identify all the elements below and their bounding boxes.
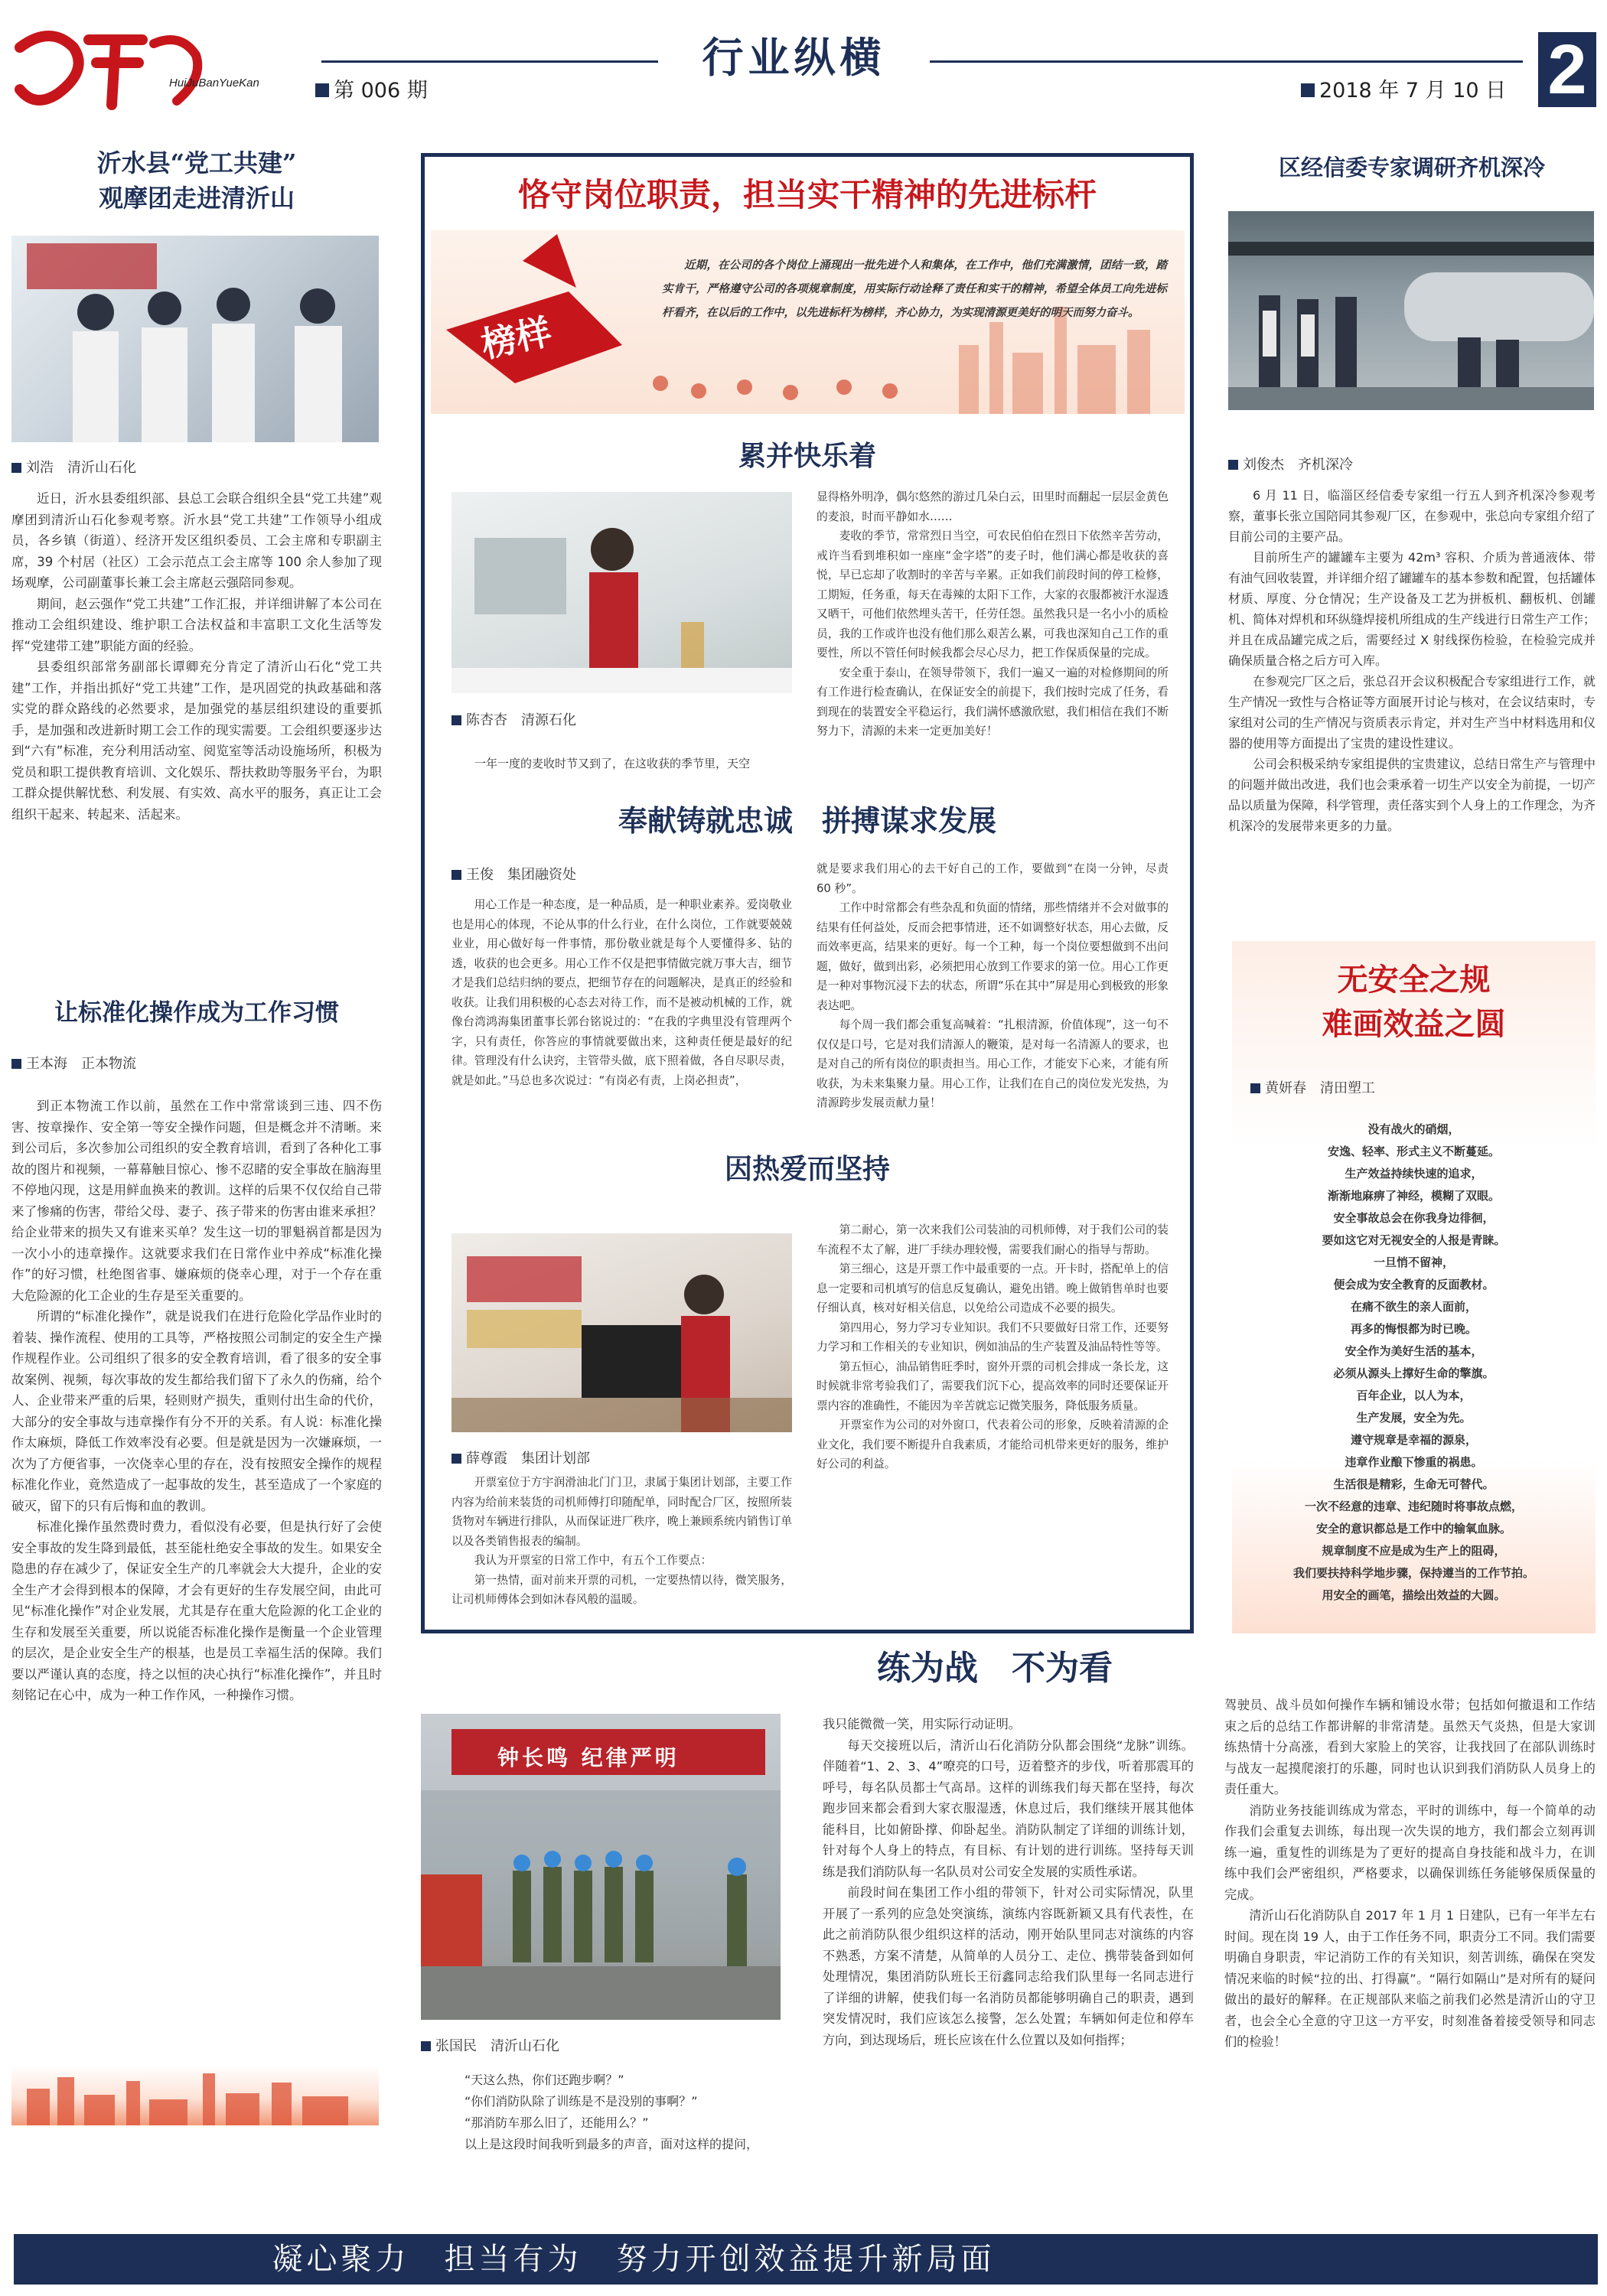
date-square-icon — [1301, 83, 1315, 97]
poem-line: 我们要扶持科学地步骤，保持遵当的工作节拍。 — [1292, 1566, 1534, 1580]
section3-title: 因热爱而坚持 — [724, 1153, 890, 1185]
byline — [1250, 1077, 1375, 1097]
section2-body-right — [817, 859, 1169, 1113]
byline — [11, 1053, 136, 1073]
logo-graphic — [5, 17, 311, 116]
feature-title: 恪守岗位职责，担当实干精神的先进标杆 — [517, 176, 1097, 213]
page-number-box — [1538, 32, 1596, 107]
byline-square-icon — [451, 870, 461, 880]
fire-article-title: 练为战 不为看 — [877, 1649, 1113, 1688]
paragraph: 第三细心，这是开票工作中最重要的一点。开卡时，搭配单上的信息一定要和司机填写的信息反复确认，避免出错。晚上做销售单时也要仔细认真，核对好相关信息，以免给公司造成不必要的损失。 — [817, 1262, 1169, 1314]
paragraph: 用心工作是一种态度，是一种品质，是一种职业素养。爱岗敬业也是用心的体现，不论从事的什么行业，在什么岗位，工作就要兢兢业业，用心做好每一件事情，那份敬业就是每个人要懂得多、钻的透，收获的也会更多。用心工作不仅是把事情做完就万事大吉，细节才是我们总结归纳的要点，把细节存在的问题解决，是真正的经验和收获。让我们用积极的心态去对待工作，而不是被动机械的工作，就像台湾鸿海集团董事长郭台铭说过的：“在我的字典里没有管理两个字，只有责任，你答应的事情就要做出来，这种责任便是最好的纪律。管理没有什么诀窍，主管带头做，底下照着做，各自尽职尽责，就是如此。”马总也多次说过：“有岗必有责，上岗必担责”， — [451, 898, 792, 1087]
issue-date: 2018 年 7 月 10 日 — [1319, 79, 1507, 103]
decor-city-strip — [11, 2066, 379, 2125]
paragraph: 我只能微微一笑，用实际行动证明。 — [823, 1717, 1021, 1731]
logo-text — [5, 17, 311, 18]
issue-label — [315, 73, 428, 103]
paragraph: 公司会积极采纳专家组提供的宝贵建议，总结日常生产与管理中的问题并做出改进，我们也会秉承着一切生产以安全为前提，一切产品以质量为保障，科学管理，责任落实到个人身上的工作理念，为齐机深冷的发展带来更多的力量。 — [1228, 757, 1596, 833]
byline-text: 薛尊霞 集团计划部 — [466, 1451, 590, 1467]
byline-square-icon — [451, 1454, 461, 1464]
byline-text: 陈杏杏 清源石化 — [466, 712, 576, 728]
byline — [421, 2035, 559, 2055]
byline — [11, 457, 136, 477]
poem-line: 必须从源头上撑好生命的擎旗。 — [1333, 1366, 1495, 1380]
paragraph: 标准化操作虽然费时费力，看似没有必要，但是执行好了会使安全事故的发生降到最低，甚至能杜绝安全事故的发生。如果安全隐患的存在减少了，保证安全生产的几率就会大大提升，企业的安全生产才会得到根本的保障，才会有更好的生存发展空间，由此可见“标准化操作”对企业发展，尤其是存在重大危险源的化工企业的生存和发展至关重要，所以说能否标准化操作是衡量一个企业管理的层次，是企业安全生产的根基，也是员工幸福生活的保障。我们要以严谨认真的态度，持之以恒的决心执行“标准化操作”，并且时刻铭记在心中，成为一种工作作风，一种操作习惯。 — [11, 1519, 382, 1702]
poem-line: 没有战火的硝烟， — [1367, 1122, 1460, 1136]
paragraph: 显得格外明净，偶尔悠然的游过几朵白云，田里时而翻起一层层金黄色的麦浪，时而平静如水…… — [817, 490, 1169, 523]
feature-banner — [431, 230, 1185, 414]
poem-line: 生活很是精彩，生命无可替代。 — [1333, 1477, 1495, 1491]
paragraph: 安全重于泰山，在领导带领下，我们一遍又一遍的对检修期间的所有工作进行检查确认，在保证安全的前提下，我们按时完成了任务，看到现在的装置安全平稳运行，我们满怀感激欣慰，我们相信在我们不断努力下，清源的未来一定更加美好！ — [817, 666, 1169, 738]
byline-text: 王本海 正本物流 — [26, 1056, 136, 1072]
byline-text: 刘浩 清沂山石化 — [26, 460, 136, 476]
poem-line: 规章制度不应是成为生产上的阻碍， — [1322, 1544, 1506, 1558]
byline — [451, 864, 576, 884]
byline-square-icon — [11, 463, 21, 473]
section1-title: 累并快乐着 — [738, 440, 876, 472]
paragraph: 6 月 11 日，临淄区经信委专家组一行五人到齐机深冷参观考察，董事长张立国陪同其参观厂区，在参观中，张总向专家组介绍了目前公司的主要产品。 — [1228, 488, 1596, 544]
paragraph: “天这么热，你们还跑步啊？” — [464, 2073, 624, 2087]
paragraph: 以上是这段时间我听到最多的声音，面对这样的提问， — [464, 2137, 759, 2151]
section-title: 行业纵横 — [702, 33, 886, 82]
poem-line: 再多的悔恨都为时已晚。 — [1350, 1322, 1477, 1336]
photo-office-graphic — [451, 1233, 792, 1432]
article-body — [1228, 485, 1596, 836]
article-standard-operation — [11, 995, 382, 2066]
paragraph: 每天交接班以后，清沂山石化消防分队都会围绕“龙脉”训练。伴随着“1、2、3、4”嘹亮的口号，迈着整齐的步伐，听着那震耳的呼号，每名队员都士气高昂。这样的训练我们每天都在坚持，每次跑步回来都会看到大家衣服湿透，休息过后，我们继续开展其他体能科目，比如俯卧撑、仰卧起坐。消防队制定了详细的训练计划，针对每个人身上的特点，有目标、有计划的进行训练。坚持每天训练是我们消防队每一名队员对公司安全发展的实质性承诺。 — [823, 1737, 1194, 1879]
byline-square-icon — [1228, 460, 1238, 470]
poem-line: 安全事故总会在你我身边徘徊， — [1333, 1211, 1495, 1225]
paragraph: 前段时间在集团工作小组的带领下，针对公司实际情况，队里开展了一系列的应急处突演练，演练内容既新颖又具有代表性，在此之前消防队很少组织这样的活动，刚开始队里同志对演练的内容不熟悉，方案不清楚，从简单的人员分工、走位、携带装备到如何处理情况，集团消防队班长王衍鑫同志给我们队里每一名同志进行了详细的讲解，使我们每一名消防员都能够明确自己的职责，遇到突发情况时，我们应该怎么接警，怎么处置；车辆如何走位和停车方向，到达现场后，班长应该在什么位置以及如何指挥； — [823, 1885, 1194, 2047]
photo-lab-graphic — [451, 492, 792, 693]
poem-line: 违章作业酿下惨重的祸患。 — [1345, 1455, 1483, 1469]
photo-officials-graphic — [11, 236, 379, 442]
fire-body-col3 — [1224, 1695, 1596, 2053]
byline-square-icon — [1250, 1083, 1260, 1093]
byline — [451, 709, 576, 729]
article-title-line2: 观摩团走进清沂山 — [98, 184, 295, 213]
masthead — [0, 0, 1607, 138]
issue-square-icon — [315, 83, 329, 97]
article-body — [11, 1096, 382, 1706]
photo-fire-brigade — [421, 1714, 781, 2020]
section3-body-right — [817, 1220, 1169, 1474]
poem-title-line2: 难画效益之圆 — [1322, 1006, 1506, 1042]
byline — [451, 1448, 590, 1467]
feature-intro: 近期，在公司的各个岗位上涌现出一批先进个人和集体，在工作中，他们充满激情，团结一致，踏实肯干，严格遵守公司的各项规章制度，用实际行动诠释了责任和实干的精神，希望全体员工向先进标杆看齐，在以后的工作中，以先进标杆为榜样，齐心协力，为实现清源更美好的明天而努力奋斗。 — [662, 259, 1167, 319]
poem-line: 安全作为美好生活的基本， — [1345, 1344, 1483, 1358]
issue-number: 第 006 期 — [334, 79, 428, 103]
paragraph: 所谓的“标准化操作”，就是说我们在进行危险化学品作业时的着装、操作流程、使用的工具等，严格按照公司制定的安全生产操作规程作业。公司组织了很多的安全教育培训，看了很多的安全事故案例、视频，每次事故的发生都给我们留下了永久的伤痛，给个人、企业带来严重的后果，轻则财产损失，重则付出生命的代价，大部分的安全事故与违章操作有分不开的关系。有人说：标准化操作太麻烦，降低工作效率没有必要。但是就是因为一次嫌麻烦，一次为了方便省事，一次侥幸心里的存在，没有按照安全操作的规程标准化作业，竟然造成了一起事故的发生，甚至造成了一个家庭的破灭，留下的只有后悔和血的教训。 — [11, 1309, 382, 1513]
article-safety-poem — [1232, 941, 1596, 1633]
date-label — [1301, 73, 1506, 103]
byline-text: 王俊 集团融资处 — [466, 867, 576, 883]
photo-lab-worker — [451, 492, 792, 693]
footer-bar — [14, 2234, 1598, 2285]
byline-text: 黄妍春 清田塑工 — [1265, 1080, 1375, 1096]
poem-line: 生产效益持续快速的追求， — [1345, 1167, 1483, 1181]
paragraph: “那消防车那么旧了，还能用么？” — [464, 2115, 649, 2130]
paragraph: 清沂山石化消防队自 2017 年 1 月 1 日建队，已有一年半左右时间。现在岗 19 人，由于工作任务不同，职责分工不同。我们需要明确自身职责，牢记消防工作的有关知识，刻苦训练，确保在突发情况来临的时候“拉的出、打得赢”。“隔行如隔山”是对所有的疑问做出的最好的解释。在正规部队来临之前我们必然是清沂山的守卫者，也会全心全意的守卫这一方平安，时刻准备着接受领导和同志们的检验！ — [1224, 1908, 1596, 2049]
poem-line: 一次不经意的违章、违纪随时将事故点燃， — [1304, 1500, 1523, 1513]
paragraph: 工作中时常都会有些杂乱和负面的情绪，那些情绪并不会对做事的结果有任何益处，反而会把事情进，还不如调整好状态，用心去做，反而效率更高，结果来的更好。每一个工种，每一个岗位要想做到不出问题，做好，做到出彩，必须把用心放到工作要求的第一位。用心工作更是一种对事物沉浸下去的状态，所谓“乐在其中”屏是用心到极致的形象表达吧。 — [817, 901, 1169, 1012]
paragraph: 期间，赵云强作“党工共建”工作汇报，并详细讲解了本公司在推动工会组织建设、维护职工合法权益和丰富职工文化生活等发挥“党建带工建”职能方面的经验。 — [11, 596, 382, 653]
poem-line: 用安全的画笔，描绘出效益的大圆。 — [1322, 1588, 1506, 1602]
byline — [1228, 454, 1353, 474]
paragraph: 目前所生产的罐罐车主要为 42m³ 容积、介质为普通液体、带有油气回收装置，并详细介绍了罐罐车的基本参数和配置，包括罐体材质、厚度、分仓情况；生产设备及工艺为拼板机、翻板机、创罐机、简体对焊机和环纵缝焊接机所组成的生产线进行日常生产工作；并且在成品罐完成之后，需要经过 X 射线探伤检验，在检验完成并确保质量合格之后方可入库。 — [1228, 550, 1596, 668]
paragraph: 消防业务技能训练成为常态，平时的训练中，每一个简单的动作我们会重复去训练，每出现一次失误的地方，我们都会立刻再训练一遍，重复性的训练是为了更好的提高自身技能和战斗力，在训练中我们会严密组织，严格要求，以确保训练任务能够保质保量的完成。 — [1224, 1803, 1596, 1902]
paragraph: 县委组织部常务副部长谭卿充分肯定了清沂山石化“党工共建”工作，并指出抓好“党工共建”工作，是巩固党的执政基础和落实党的群众路线的必然要求，是加强党的基层组织建设的重要抓手，是加强和改进新时期工会工作的现实需要。工会组织要逐步达到“六有”标准，充分利用活动室、阅览室等活动设施场所，积极为党员和职工提供教育培训、文化娱乐、帮扶救助等服务平台，为职工群众提供解忧愁、利发展、有实效、高水平的服务，真正让工会组织干起来、转起来、活起来。 — [11, 659, 382, 822]
poem-line: 生产发展，安全为先。 — [1356, 1411, 1472, 1425]
poem-line: 遵守规章是幸福的源泉， — [1350, 1433, 1477, 1447]
paragraph: 开票室作为公司的对外窗口，代表着公司的形象，反映着清源的企业文化，我们要不断提升自我素质，才能给司机带来更好的服务，维护好公司的利益。 — [817, 1418, 1169, 1470]
article-expert-visit — [1228, 150, 1596, 915]
paragraph: 第一热情，面对前来开票的司机，一定要热情以待，微笑服务，让司机师傅体会到如沐春风般的温暖。 — [451, 1573, 792, 1606]
poem-line: 一旦悄不留神， — [1373, 1255, 1454, 1269]
paragraph: 到正本物流工作以前，虽然在工作中常常谈到三违、四不伤害、按章操作、安全第一等安全操作问题，但是概念并不清晰。来到公司后，多次参加公司组织的安全教育培训，看到了各种化工事故的图片和视频，一幕幕触目惊心、惨不忍睹的安全事故在脑海里不停地闪现，这是用鲜血换来的教训。这样的后果不仅仅给自己带来了惨痛的伤害，带给父母、妻子、孩子带来的伤害由谁来承担？给企业带来的损失又有谁来买单？发生这一切的罪魁祸首都是因为一次小小的违章操作。这就要求我们在日常作业中养成“标准化操作”的好习惯，杜绝图省事、嫌麻烦的侥幸心理，对于一个存在重大危险源的化工企业的生存是至关重要的。 — [11, 1099, 382, 1303]
section1-body — [817, 487, 1169, 741]
paragraph: 第四用心，努力学习专业知识。我们不只要做好日常工作，还要努力学习和工作相关的专业知识，例如油品的生产装置及油品特性等等。 — [817, 1321, 1169, 1353]
fire-body-col2 — [823, 1714, 1194, 2050]
paragraph: 就是要求我们用心的去干好自己的工作，要做到“在岗一分钟，尽责 60 秒”。 — [817, 862, 1169, 895]
rule-right — [930, 60, 1523, 63]
paragraph: 第二耐心，第一次来我们公司装油的司机师傅，对于我们公司的装车流程不太了解，进厂手续办理较慢，需要我们耐心的指导与帮助。 — [817, 1223, 1169, 1256]
poem-line: 百年企业，以人为本， — [1356, 1389, 1472, 1402]
section1-caption: 一年一度的麦收时节又到了，在这收获的季节里，天空 — [474, 757, 751, 770]
poem-line: 要如这它对无视安全的人报是青睐。 — [1322, 1233, 1506, 1247]
paragraph: 开票室位于方宇润滑油北门门卫，隶属于集团计划部，主要工作内容为给前来装货的司机师傅打印随配单，同时配合厂区，按照所装货物对车辆进行排队，从而保证进厂秩序，晚上兼顾系统内销售订单以及各类销售报表的编制。 — [451, 1476, 792, 1548]
article-title: 区经信委专家调研齐机深冷 — [1278, 155, 1545, 181]
section2-body-left — [451, 895, 792, 1090]
poem-title-line1: 无安全之规 — [1337, 962, 1491, 998]
logo-sub: HuiJuBanYueKan — [169, 77, 259, 90]
article-title-line1: 沂水县“党工共建” — [96, 148, 297, 177]
photo-officials-visit — [11, 236, 379, 442]
city-silhouette-graphic — [11, 2066, 379, 2125]
poem-line: 便会成为安全教育的反面教材。 — [1333, 1278, 1495, 1291]
poem-line: 渐渐地麻痹了神经，模糊了双眼。 — [1327, 1189, 1500, 1203]
rule-left — [321, 60, 658, 63]
article-title: 让标准化操作成为工作习惯 — [54, 999, 339, 1027]
byline-square-icon — [451, 715, 461, 725]
poem-line: 在痛不欲生的亲人面前， — [1350, 1300, 1477, 1314]
photo-office-worker — [451, 1233, 792, 1432]
masthead-logo — [5, 17, 311, 116]
article-body — [11, 488, 382, 825]
footer-slogan: 凝心聚力 担当有为 努力开创效益提升新局面 — [272, 2242, 996, 2277]
paragraph: 每个周一我们都会重复高喊着：“扎根清源，价值体现”，这一句不仅仅是口号，它是对我们清源人的鞭策，是对每一名清源人的要求，也是对自己的所有岗位的职责担当。用心工作，才能安下心来，才能有所收获，为未来集聚力量。用心工作，让我们在自己的岗位发光发热，为清源跨步发展贡献力量！ — [817, 1018, 1169, 1109]
feature-box — [421, 153, 1194, 1633]
paragraph: “你们消防队除了训练是不是没别的事啊？” — [464, 2094, 698, 2109]
section3-body-left — [451, 1473, 792, 1610]
paragraph: 近日，沂水县委组织部、县总工会联合组织全县“党工共建”观摩团到清沂山石化参观考察。沂水县“党工共建”工作领导小组成员，各乡镇（街道）、经济开发区组织委员、工会主席和专职副主席，39 个村居（社区）工会示范点工会主席等 100 余人参加了现场观摩，公司副董事长兼工会主席赵云强陪同参观。 — [11, 491, 382, 590]
byline-text: 刘俊杰 齐机深冷 — [1243, 457, 1353, 473]
paragraph: 第五恒心，油品销售旺季时，窗外开票的司机会排成一条长龙，这时候就非常考验我们了，需要我们沉下心，提高效率的同时还要保证开票内容的准确性，不能因为辛苦就忘记微笑服务，降低服务质量。 — [817, 1360, 1169, 1412]
byline-square-icon — [11, 1059, 21, 1069]
byline-text: 张国民 清沂山石化 — [435, 2038, 559, 2054]
paragraph: 我认为开票室的日常工作中，有五个工作要点： — [474, 1554, 712, 1567]
poem-line: 安逸、轻率、形式主义不断蔓延。 — [1327, 1145, 1500, 1158]
poem-line: 安全的意识都总是工作中的输氧血脉。 — [1315, 1522, 1511, 1536]
fire-body-col1 — [440, 2070, 784, 2155]
paragraph: 麦收的季节，常常烈日当空，可农民伯伯在烈日下依然辛苦劳动，戒许当看到堆积如一座座“金字塔”的麦子时，他们满心都是收获的喜悦，早已忘却了收割时的辛苦与辛累。正如我们前段时间的停工检修，工期短，任务重，每天在毒辣的太阳下工作，大家的衣服都被汗水湿透又晒干，可他们依然埋头苦干，任劳任怨。虽然我只是一名小小的质检员，我的工作或许也没有他们那么艰苦么累，可我也深知自己工作的重要性，所以不管任何时候我都会尽心尽力，把工作保质保量的完成。 — [817, 529, 1169, 659]
photo-factory-graphic — [1228, 211, 1594, 410]
poem-body — [1240, 1119, 1588, 1607]
paragraph: 驾驶员、战斗员如何操作车辆和铺设水带；包括如何撤退和工作结束之后的总结工作都讲解的非常清楚。虽然天气炎热，但是大家训练热情十分高涨，看到大家脸上的笑容，让我找回了在部队训练时与战友一起摸爬滚打的乐趣，同时也认识到我们消防队人员身上的责任重大。 — [1224, 1698, 1596, 1796]
page-number: 2 — [1547, 31, 1587, 109]
photo-factory-tour — [1228, 211, 1594, 410]
banner-word: 榜样 — [478, 310, 556, 366]
section2-title: 奉献铸就忠诚 拼搏谋求发展 — [618, 803, 996, 838]
article-party-union — [11, 145, 382, 995]
byline-square-icon — [421, 2041, 431, 2051]
paragraph: 在参观完厂区之后，张总召开会议积极配合专家组进行工作，就生产情况一致性与合格证等方面展开讨论与核对，在会议结束时，专家组对公司的生产情况与资质表示肯定，并对生产当中材料选用和仪器的使用等方面提出了宝贵的建设性建议。 — [1228, 674, 1596, 751]
photo-banner-text: 钟长鸣 纪律严明 — [497, 1745, 680, 1770]
